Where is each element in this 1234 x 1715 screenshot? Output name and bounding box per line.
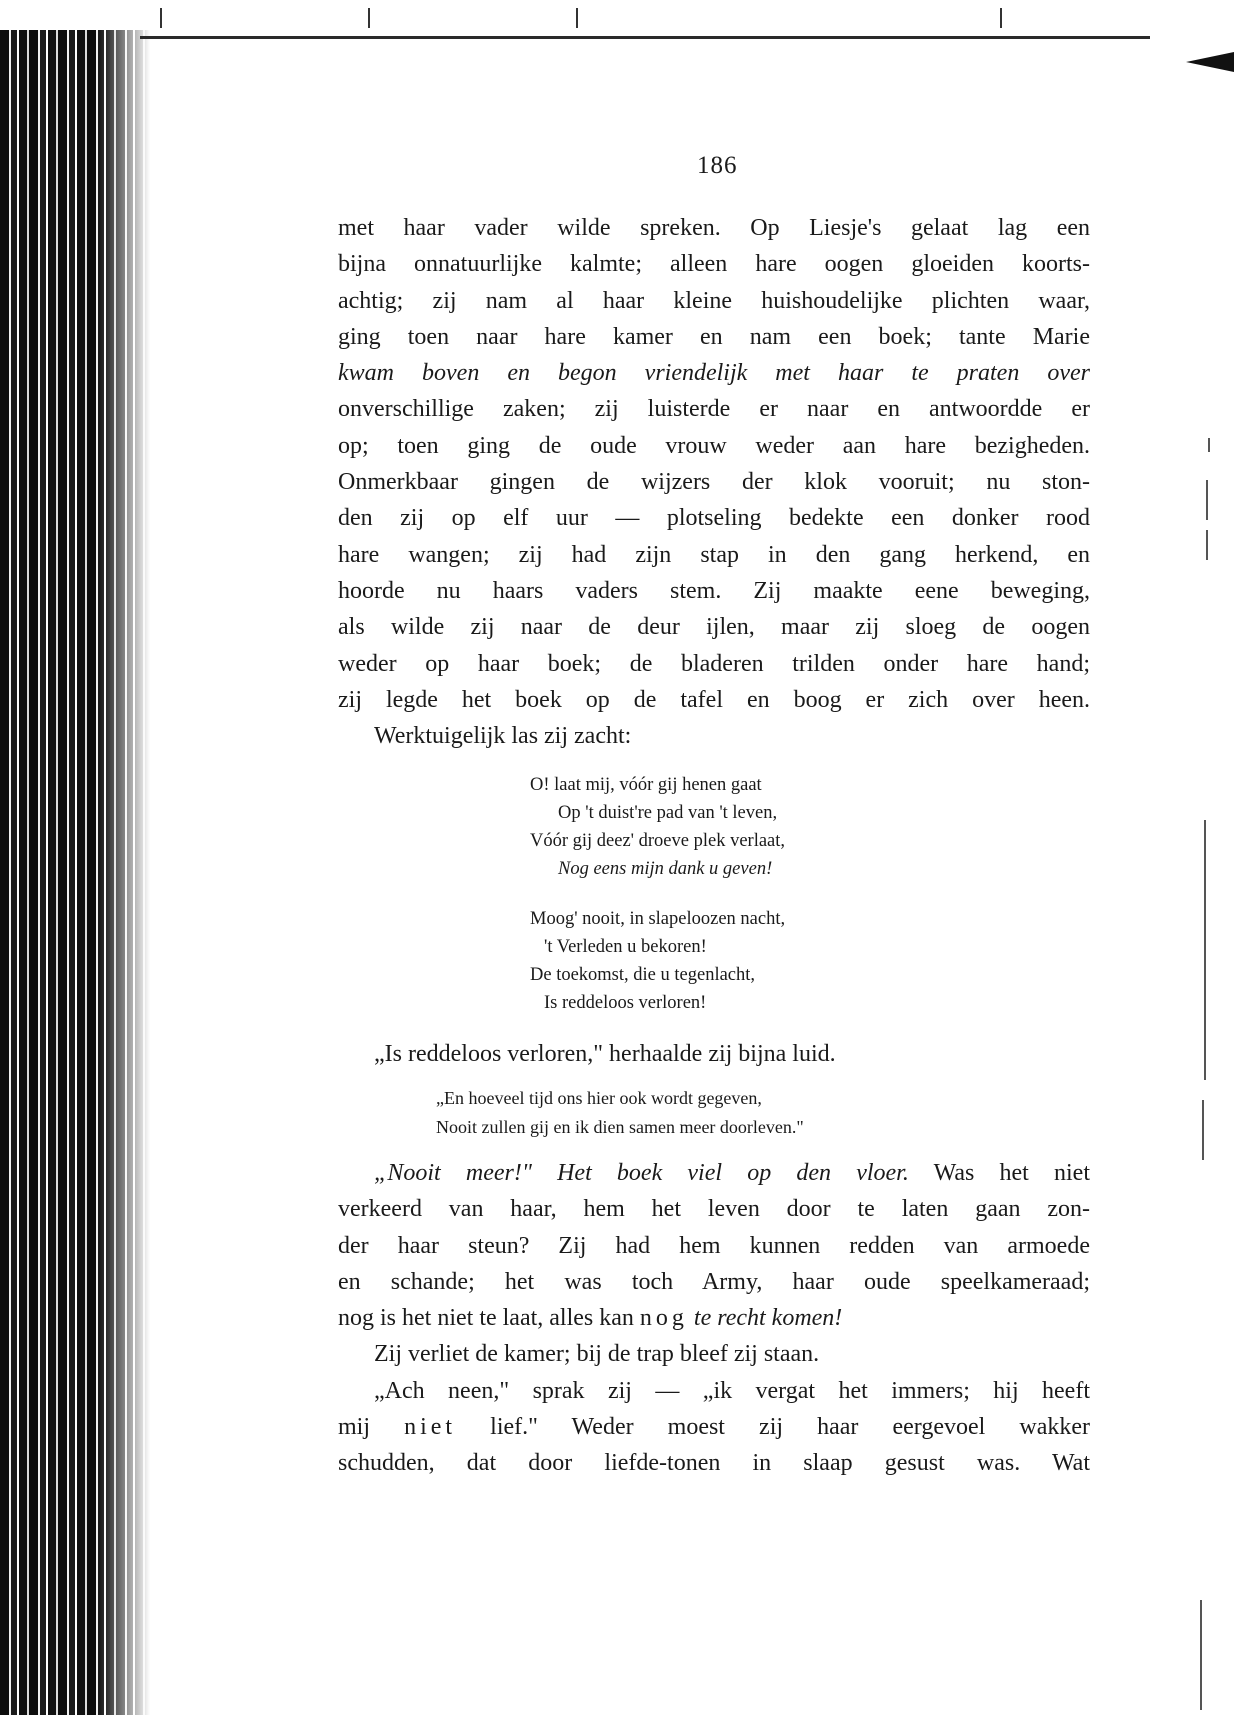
text-line: weder op haar boek; de bladeren trilden onder hare hand;	[338, 650, 1090, 677]
quote-line: „En hoeveel tijd ons hier ook wordt gegeven,	[436, 1088, 762, 1108]
text-span: Was het niet	[908, 1160, 1090, 1186]
page-top-edge	[140, 36, 1150, 39]
paragraph-2: Werktuigelijk las zij zacht:	[374, 723, 632, 750]
quote-couplet	[436, 1084, 804, 1142]
text-line: schudden, dat door liefde-tonen in slaap gesust was. Wat	[338, 1450, 1090, 1477]
text-line: achtig; zij nam al haar kleine huishoudelijke plichten waar,	[338, 287, 1090, 314]
text-line: der haar steun? Zij had hem kunnen redden van armoede	[338, 1232, 1090, 1259]
verse-stanza-1	[530, 771, 785, 883]
text-line: kwam boven en begon vriendelijk met haar te praten over	[338, 360, 1090, 387]
spaced-emphasis: nog	[639, 1305, 688, 1332]
text-line: den zij op elf uur — plotseling bedekte een donker rood	[338, 505, 1090, 532]
verse-line: 't Verleden u bekoren!	[544, 937, 707, 957]
text-line: Onmerkbaar gingen de wijzers der klok vooruit; nu ston-	[338, 469, 1090, 496]
text-line: bijna onnatuurlijke kalmte; alleen hare oogen gloeiden koorts-	[338, 251, 1090, 278]
page-number: 186	[697, 152, 738, 179]
text-line: op; toen ging de oude vrouw weder aan hare bezigheden.	[338, 432, 1090, 459]
verse-line: Nog eens mijn dank u geven!	[558, 859, 773, 879]
verse-line: O! laat mij, vóór gij henen gaat	[530, 775, 762, 795]
paragraph-1	[338, 210, 1090, 754]
spine-fade	[100, 30, 150, 1715]
text-span: nog is het niet te laat, alles kan	[338, 1305, 640, 1332]
text-line: „Ach neen," sprak zij — „ik vergat het immers; hij heeft	[374, 1377, 1090, 1404]
text-line	[338, 1300, 1090, 1336]
text-line: zij legde het boek op de tafel en boog er zich over heen.	[338, 686, 1090, 713]
italic-phrase: „Nooit meer!" Het boek viel op den vloer.	[374, 1160, 909, 1186]
paragraph-5: Zij verliet de kamer; bij de trap bleef zij staan.	[374, 1341, 820, 1368]
text-line: en schande; het was toch Army, haar oude speelkameraad;	[338, 1268, 1090, 1295]
verse-line: Is reddeloos verloren!	[544, 993, 707, 1013]
text-span: mij	[338, 1414, 405, 1441]
verse-line: De toekomst, die u tegenlacht,	[530, 965, 756, 985]
verse-line: Moog' nooit, in slapeloozen nacht,	[530, 909, 786, 929]
quote-line: Nooit zullen gij en ik dien samen meer doorleven."	[436, 1117, 804, 1137]
text-span: lief." Weder moest zij haar eergevoel wakker	[456, 1414, 1090, 1441]
verse-stanza-2	[530, 905, 785, 1017]
paragraph-4-block	[338, 1155, 1090, 1482]
text-line	[338, 1409, 1090, 1445]
text-line: verkeerd van haar, hem het leven door te laten gaan zon-	[338, 1196, 1090, 1223]
spaced-emphasis: niet	[404, 1414, 457, 1441]
text-line	[338, 1155, 1090, 1191]
text-line: ging toen naar hare kamer en nam een boek; tante Marie	[338, 323, 1090, 350]
verse-line: Op 't duist're pad van 't leven,	[558, 803, 778, 823]
verse-line: Vóór gij deez' droeve plek verlaat,	[530, 831, 786, 851]
text-line: hoorde nu haars vaders stem. Zij maakte eene beweging,	[338, 577, 1090, 604]
corner-mark	[1186, 52, 1234, 72]
paragraph-3: „Is reddeloos verloren," herhaalde zij bijna luid.	[374, 1041, 836, 1067]
text-line: onverschillige zaken; zij luisterde er naar en antwoordde er	[338, 396, 1090, 423]
italic-phrase: te recht komen!	[687, 1305, 843, 1332]
text-line: hare wangen; zij had zijn stap in den gang herkend, en	[338, 541, 1090, 568]
text-line: als wilde zij naar de deur ijlen, maar zij sloeg de oogen	[338, 614, 1090, 641]
paragraph-3-block	[338, 1036, 1090, 1072]
text-line: met haar vader wilde spreken. Op Liesje's gelaat lag een	[338, 215, 1090, 241]
